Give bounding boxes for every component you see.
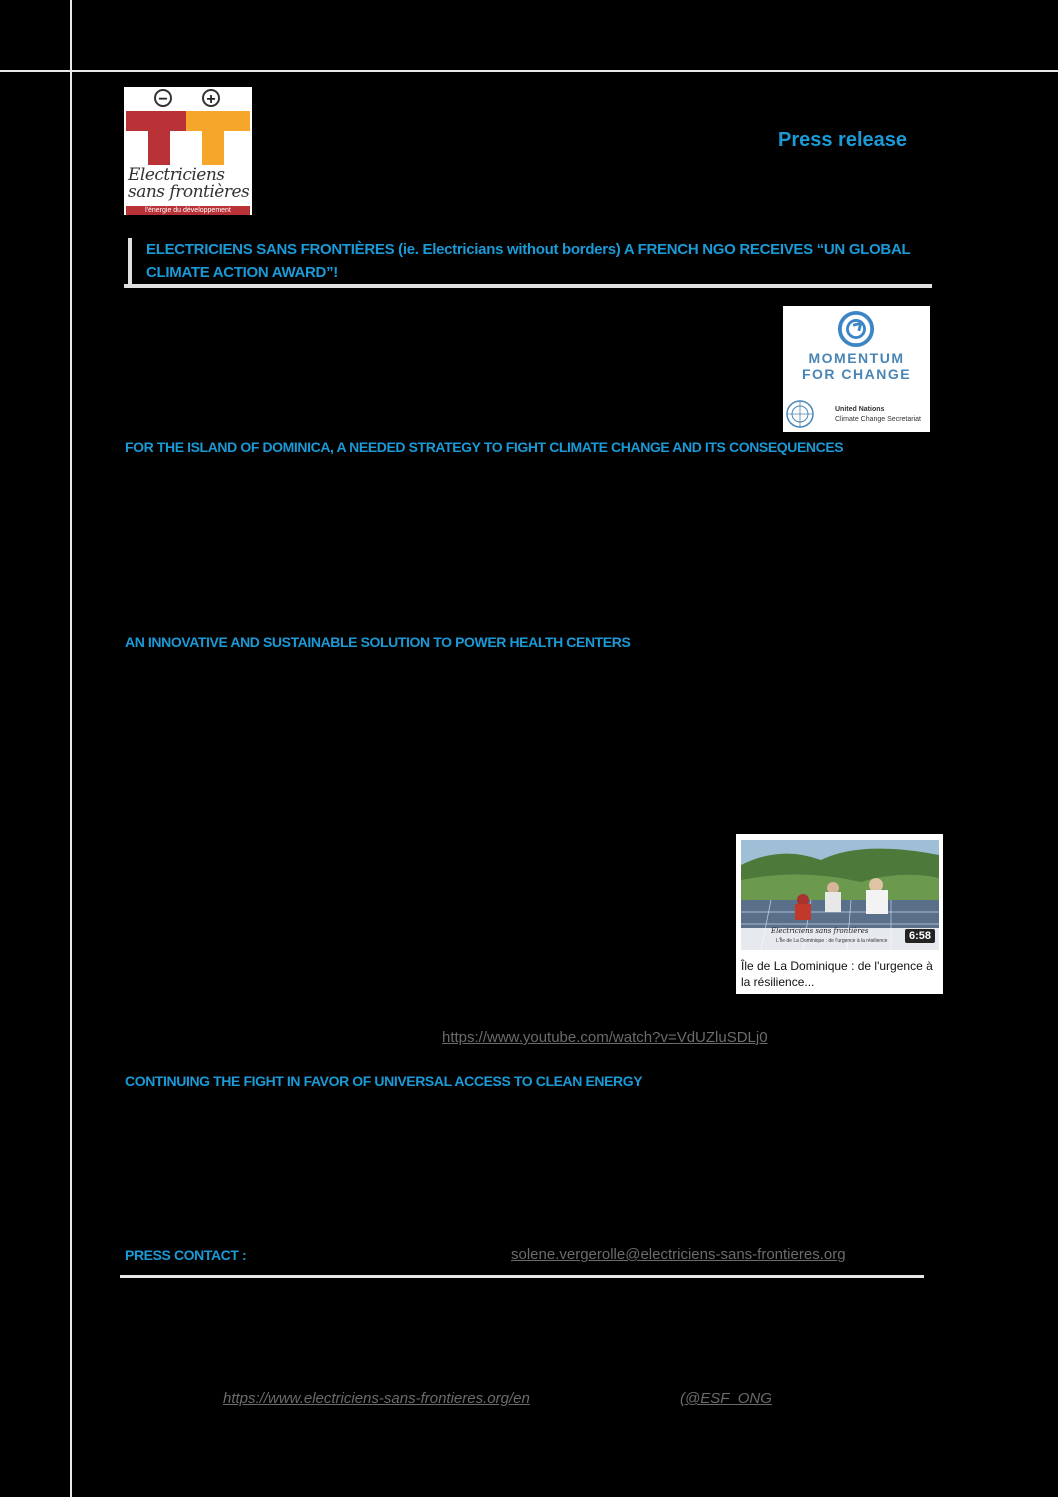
- press-contact-rule: [120, 1275, 924, 1278]
- left-margin-rule: [70, 0, 72, 1497]
- section-heading-innovative: AN INNOVATIVE AND SUSTAINABLE SOLUTION TO POWER HEALTH CENTERS: [125, 634, 631, 650]
- top-header-rule: [0, 70, 1058, 72]
- video-card[interactable]: [736, 834, 943, 994]
- esf-logo: [124, 87, 252, 215]
- un-label-line2: Climate Change Secretariat: [835, 416, 921, 423]
- title-box: [124, 238, 932, 288]
- video-title[interactable]: Île de La Dominique : de l'urgence à la résilience...: [741, 959, 933, 989]
- section-heading-continuing: CONTINUING THE FIGHT IN FAVOR OF UNIVERSAL ACCESS TO CLEAN ENERGY: [125, 1073, 643, 1089]
- momentum-for-change-logo: [783, 306, 930, 432]
- press-contact-email-link[interactable]: solene.vergerolle@electriciens-sans-frontieres.org: [511, 1246, 846, 1263]
- logo-brand-line2: sans frontières: [128, 182, 250, 202]
- twitter-handle-link[interactable]: (@ESF_ONG: [680, 1390, 772, 1407]
- momentum-text-line1: MOMENTUM: [808, 350, 905, 366]
- title-underline: [124, 284, 932, 288]
- logo-brand-line1: Electriciens: [128, 165, 225, 185]
- plus-icon: +: [202, 89, 220, 107]
- thumbnail-brand-text: Electriciens sans frontières: [771, 927, 869, 935]
- title-side-bar: [128, 238, 132, 284]
- section-heading-dominica: FOR THE ISLAND OF DOMINICA, A NEEDED STRATEGY TO FIGHT CLIMATE CHANGE AND ITS CONSEQUENCES: [125, 439, 844, 455]
- momentum-arrow-icon: [837, 310, 875, 348]
- thumbnail-subtitle-text: L'Île de La Dominique : de l'urgence à la résilience: [776, 938, 888, 944]
- website-link[interactable]: https://www.electriciens-sans-frontieres.org/en: [223, 1390, 530, 1407]
- youtube-link[interactable]: https://www.youtube.com/watch?v=VdUZluSDLj0: [442, 1029, 768, 1046]
- press-contact-label: PRESS CONTACT :: [125, 1247, 247, 1263]
- un-emblem-icon: [785, 399, 815, 429]
- video-duration-badge: 6:58: [905, 929, 935, 943]
- un-label-line1: United Nations: [835, 406, 885, 413]
- momentum-text-line2: FOR CHANGE: [801, 366, 912, 382]
- logo-tagline: l'énergie du développement: [126, 206, 250, 215]
- minus-icon: −: [154, 89, 172, 107]
- press-release-label: Press release: [778, 129, 908, 151]
- page-title: ELECTRICIENS SANS FRONTIÈRES (ie. Electricians without borders) A FRENCH NGO RECEIVES “UN GLOBAL CLIMATE ACTION AWARD”!: [146, 241, 911, 281]
